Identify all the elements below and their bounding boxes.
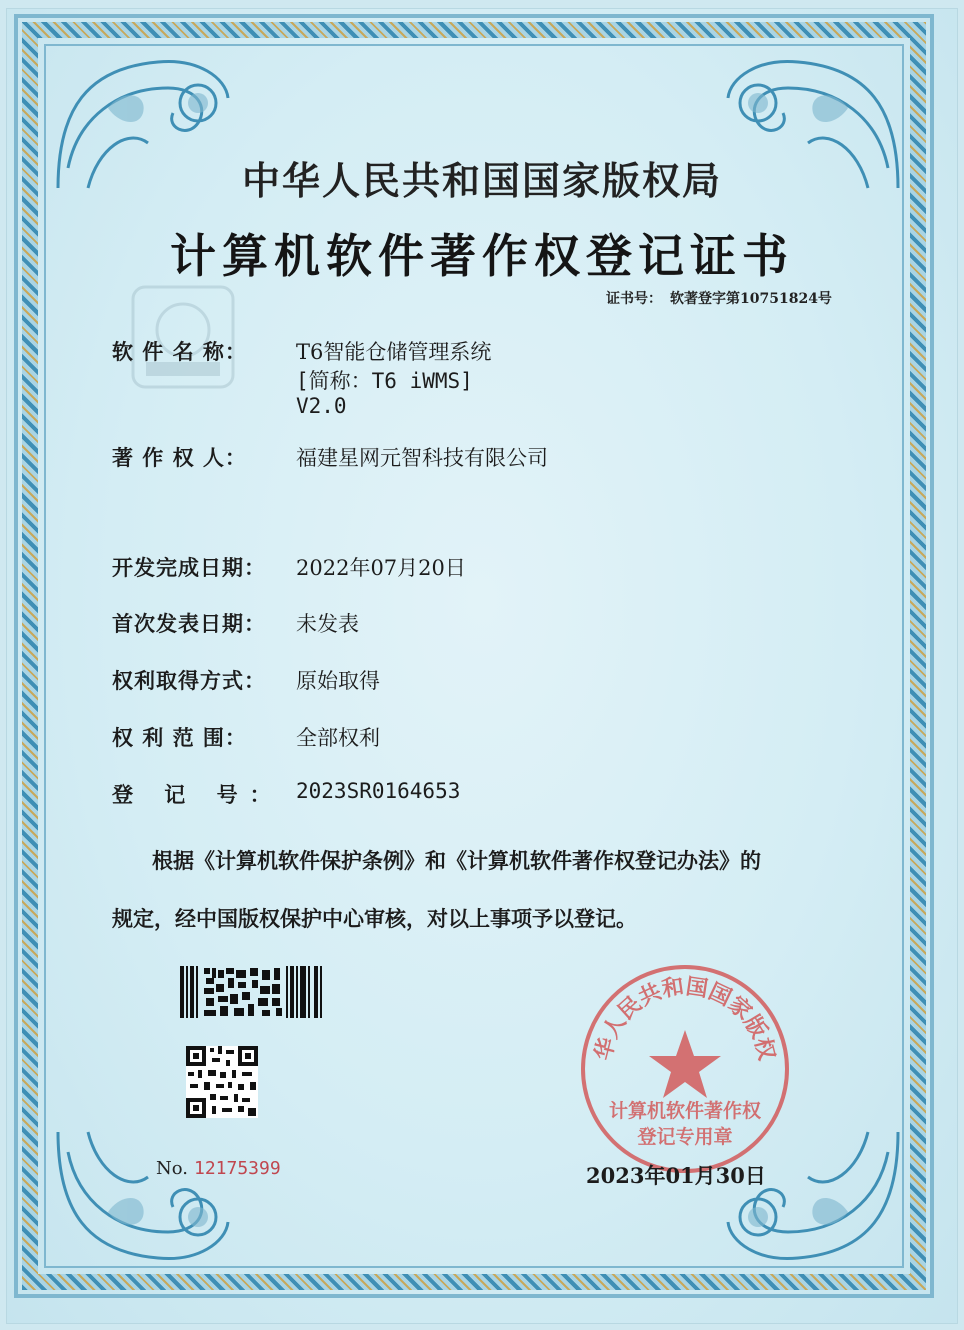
reg-number-value: 2023SR0164653 [296,779,461,803]
owner-value: 福建星网元智科技有限公司 [296,446,548,470]
scope-row [112,722,380,752]
seal-ring-text: 华人民共和国国家版权 [590,973,780,1063]
owner-row [112,442,548,472]
first-publish-label: 首次发表日期： [112,611,266,636]
official-seal [578,962,792,1176]
completion-date-row [112,552,466,582]
seal-line-1: 计算机软件著作权 [608,1100,761,1122]
serial-value: 12175399 [194,1158,281,1179]
first-publish-value: 未发表 [296,612,359,636]
cert-number-label: 证书号： [606,291,662,307]
seal-line-2: 登记专用章 [637,1126,733,1148]
acquisition-label: 权利取得方式： [112,668,266,693]
scope-label: 权 利 范 围： [112,725,247,750]
reg-number-row [112,779,461,809]
completion-date-value: 2022年07月20日 [296,556,466,580]
acquisition-value: 原始取得 [296,669,380,693]
statement-line-2: 规定，经中国版权保护中心审核，对以上事项予以登记。 [112,906,637,931]
issue-date: 2023年01月30日 [586,1163,766,1188]
software-name-row [112,336,492,366]
reg-number-label: 登 记 号： [112,782,283,807]
serial-label: No. [156,1158,188,1179]
completion-date-label: 开发完成日期： [112,555,266,580]
first-publish-row [112,608,359,638]
software-name-value: T6智能仓储管理系统 [296,340,492,364]
scope-value: 全部权利 [296,726,380,750]
corner-ornament-icon [48,1122,238,1272]
acquisition-row [112,665,380,695]
certificate-number [606,288,832,308]
statement-line-1: 根据《计算机软件保护条例》和《计算机软件著作权登记办法》的 [152,848,761,873]
authority-title: 中华人民共和国国家版权局 [241,158,722,203]
software-version: V2.0 [296,394,347,418]
qr-code-icon [186,1046,258,1118]
certificate-title: 计算机软件著作权登记证书 [170,229,794,283]
barcode-icon [180,966,324,1018]
owner-label: 著 作 权 人： [112,445,247,470]
cert-number-value: 软著登字第10751824号 [670,291,832,307]
software-abbreviation: [简称：T6 iWMS] [296,369,473,393]
serial-number [156,1158,281,1179]
software-name-label: 软 件 名 称： [112,339,247,364]
